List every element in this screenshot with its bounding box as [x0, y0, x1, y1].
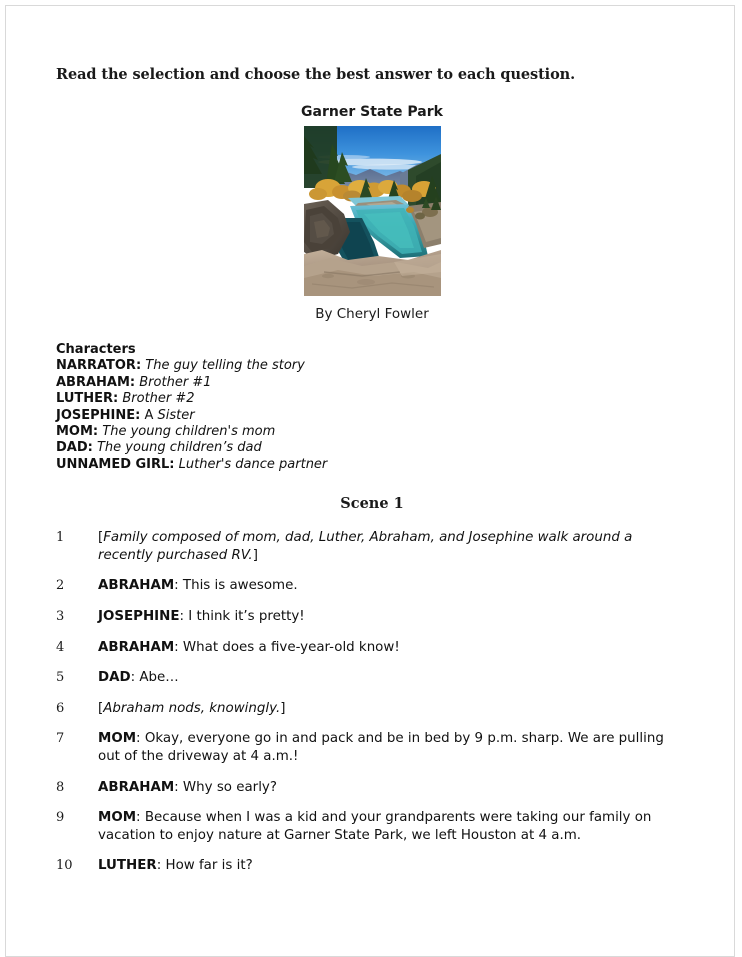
character-name: DAD: — [56, 440, 93, 456]
line-number: 2 — [56, 578, 65, 594]
line-number: 5 — [56, 670, 65, 686]
line-number: 4 — [56, 639, 65, 655]
document-content — [56, 66, 688, 875]
character-desc-prefix: A — [144, 407, 158, 423]
photo-artwork — [304, 126, 441, 296]
dialogue-text: : What does a five-year-old know! — [174, 639, 400, 655]
photo-container — [56, 126, 688, 296]
dialogue-text: : This is awesome. — [174, 578, 298, 594]
stage-bracket-open: [ — [98, 700, 104, 716]
line-text — [98, 857, 688, 875]
character-description: The young children's mom — [102, 424, 276, 440]
script-line — [56, 639, 688, 657]
character-entry — [56, 440, 688, 456]
line-text — [98, 577, 688, 595]
line-text — [98, 779, 688, 797]
dialogue-text: : Abe… — [130, 670, 179, 686]
instruction-text: Read the selection and choose the best answer to each question. — [56, 66, 576, 83]
stage-bracket-open: [ — [98, 530, 104, 546]
character-name: UNNAMED GIRL: — [56, 456, 175, 472]
speaker-name: DAD — [98, 670, 131, 686]
line-text — [98, 639, 688, 657]
character-description: Brother #2 — [122, 391, 195, 407]
script-line — [56, 779, 688, 797]
line-text — [98, 529, 688, 564]
character-entry — [56, 358, 688, 374]
script-line — [56, 809, 688, 844]
document-page — [5, 5, 735, 957]
script-line — [56, 529, 688, 564]
character-description: Brother #1 — [139, 374, 212, 390]
dialogue-text: : Because when I was a kid and your grandparents were taking our family on vacation to enjoy nature at Garner State Park, we left Houston at 4 a.m. — [98, 810, 652, 843]
speaker-name: ABRAHAM — [98, 578, 175, 594]
speaker-name: LUTHER — [98, 858, 157, 874]
script-line — [56, 608, 688, 626]
character-description: The young children’s dad — [96, 440, 262, 456]
byline: By Cheryl Fowler — [315, 306, 429, 322]
character-entry — [56, 457, 688, 473]
dialogue-text: : Why so early? — [174, 779, 277, 795]
line-number: 6 — [56, 700, 65, 716]
script-line — [56, 700, 688, 718]
page-title: Garner State Park — [301, 104, 443, 120]
line-number: 1 — [56, 530, 65, 546]
script-line — [56, 857, 688, 875]
characters-heading: Characters — [56, 342, 136, 357]
scene-title: Scene 1 — [340, 495, 404, 513]
stage-bracket-close: ] — [280, 700, 286, 716]
character-name: ABRAHAM: — [56, 374, 136, 390]
line-number: 8 — [56, 779, 65, 795]
script-lines — [56, 529, 688, 875]
dialogue-text: : I think it’s pretty! — [179, 609, 305, 625]
character-name: LUTHER: — [56, 391, 119, 407]
stage-direction: Abraham nods, knowingly. — [103, 700, 281, 716]
line-text — [98, 730, 688, 765]
line-text — [98, 669, 688, 687]
river-canyon-photo — [304, 126, 441, 296]
line-text — [98, 700, 688, 718]
stage-bracket-close: ] — [252, 547, 258, 563]
character-entry — [56, 424, 688, 440]
character-entry — [56, 391, 688, 407]
speaker-name: ABRAHAM — [98, 639, 175, 655]
character-entry — [56, 375, 688, 391]
line-text — [98, 809, 688, 844]
characters-list — [56, 358, 688, 473]
line-text — [98, 608, 688, 626]
speaker-name: ABRAHAM — [98, 779, 175, 795]
line-number: 3 — [56, 609, 65, 625]
line-number: 7 — [56, 731, 65, 747]
line-number: 10 — [56, 858, 73, 874]
character-description: Sister — [157, 407, 195, 423]
character-entry — [56, 408, 688, 424]
script-line — [56, 669, 688, 687]
character-name: JOSEPHINE: — [56, 407, 141, 423]
dialogue-text: : Okay, everyone go in and pack and be in bed by 9 p.m. sharp. We are pulling out of the driveway at 4 a.m.! — [98, 731, 664, 764]
script-line — [56, 730, 688, 765]
character-name: NARRATOR: — [56, 358, 142, 374]
character-description: The guy telling the story — [145, 358, 305, 374]
speaker-name: MOM — [98, 810, 137, 826]
character-name: MOM: — [56, 424, 99, 440]
character-description: Luther's dance partner — [178, 456, 328, 472]
script-line — [56, 577, 688, 595]
speaker-name: MOM — [98, 731, 137, 747]
speaker-name: JOSEPHINE — [98, 609, 180, 625]
dialogue-text: : How far is it? — [156, 858, 253, 874]
stage-direction: Family composed of mom, dad, Luther, Abraham, and Josephine walk around a recently purchased RV. — [98, 530, 633, 563]
line-number: 9 — [56, 810, 65, 826]
characters-block — [56, 342, 688, 473]
